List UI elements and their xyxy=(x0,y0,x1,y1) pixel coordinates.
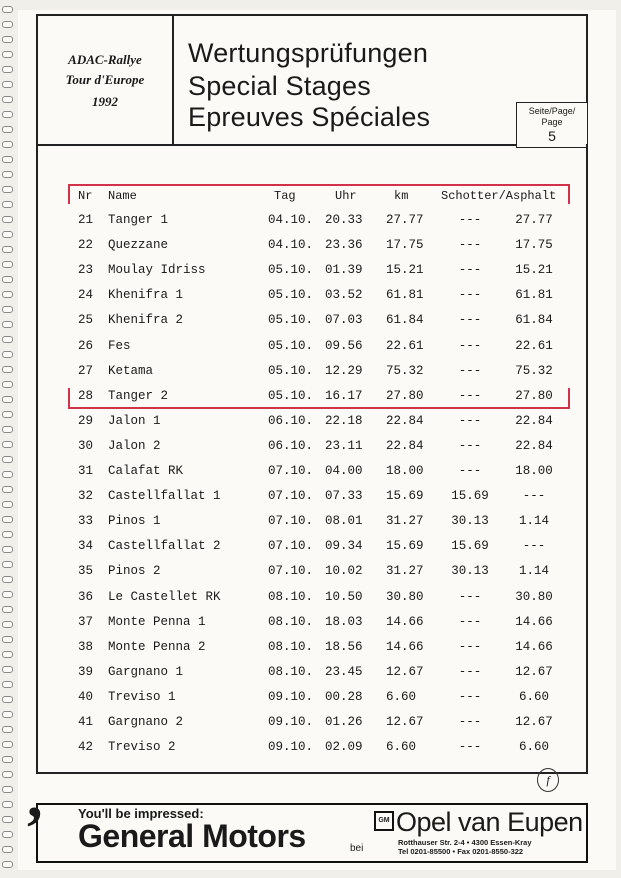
col-header-name: Name xyxy=(108,189,137,203)
stage-nr: 24 xyxy=(78,288,94,303)
stage-time: 16.17 xyxy=(325,388,363,403)
binding-hole xyxy=(2,156,13,163)
stage-time: 23.45 xyxy=(325,664,363,679)
title-french: Epreuves Spéciales xyxy=(188,102,431,132)
stage-km: 14.66 xyxy=(386,639,424,654)
binding-hole xyxy=(2,861,13,868)
red-marker-left-top xyxy=(68,184,70,204)
stage-name: Castellfallat 2 xyxy=(108,539,221,554)
stage-gravel-km: --- xyxy=(458,614,482,629)
stage-time: 03.52 xyxy=(325,288,363,303)
stage-date: 08.10. xyxy=(268,639,314,654)
stage-name: Tanger 1 xyxy=(108,213,169,227)
stage-km: 14.66 xyxy=(386,614,424,629)
stage-km: 15.69 xyxy=(386,489,424,504)
stage-asphalt-km: 27.77 xyxy=(515,213,553,227)
table-row xyxy=(0,238,621,258)
stage-time: 18.03 xyxy=(325,614,363,629)
binding-hole xyxy=(2,771,13,778)
binding-hole xyxy=(2,846,13,853)
table-row xyxy=(0,690,621,710)
stage-gravel-km: --- xyxy=(458,589,482,604)
stage-date: 04.10. xyxy=(268,238,314,253)
stage-nr: 29 xyxy=(78,413,94,428)
stage-asphalt-km: 30.80 xyxy=(515,589,553,604)
stage-nr: 25 xyxy=(78,313,94,328)
stage-gravel-km: --- xyxy=(458,388,482,403)
stage-km: 6.60 xyxy=(386,740,417,755)
binding-hole xyxy=(2,126,13,133)
stage-asphalt-km: 61.81 xyxy=(515,288,553,303)
stage-gravel-km: --- xyxy=(458,263,482,278)
stage-gravel-km: --- xyxy=(458,213,482,227)
stage-nr: 38 xyxy=(78,639,94,654)
table-row xyxy=(0,715,621,735)
stage-asphalt-km: 1.14 xyxy=(518,564,549,579)
stage-km: 15.69 xyxy=(386,539,424,554)
stage-gravel-km: --- xyxy=(458,313,482,328)
red-marker-top xyxy=(68,184,570,186)
stage-time: 00.28 xyxy=(325,689,363,704)
binding-hole xyxy=(2,801,13,808)
binding-hole xyxy=(2,186,13,193)
stage-date: 09.10. xyxy=(268,740,314,755)
stage-gravel-km: --- xyxy=(458,464,482,478)
table-row xyxy=(0,615,621,635)
stage-asphalt-km: --- xyxy=(522,539,546,554)
stage-gravel-km: --- xyxy=(458,639,482,654)
stage-km: 27.80 xyxy=(386,388,424,403)
table-row xyxy=(0,339,621,359)
stage-date: 09.10. xyxy=(268,689,314,704)
stage-time: 01.39 xyxy=(325,263,363,278)
table-row xyxy=(0,414,621,434)
binding-hole xyxy=(2,81,13,88)
stage-name: Treviso 1 xyxy=(108,689,176,704)
stage-name: Calafat RK xyxy=(108,464,184,478)
stage-gravel-km: --- xyxy=(458,689,482,704)
stage-gravel-km: --- xyxy=(458,413,482,428)
footer-advertisement xyxy=(24,795,588,863)
ad-dealer-name: Opel van Eupen xyxy=(396,807,583,837)
stage-asphalt-km: 18.00 xyxy=(515,464,553,478)
stage-name: Monte Penna 2 xyxy=(108,639,206,654)
stage-name: Jalon 1 xyxy=(108,413,161,428)
stage-time: 04.00 xyxy=(325,464,363,478)
rally-name-line2: Tour d'Europe xyxy=(65,72,145,87)
stage-asphalt-km: 27.80 xyxy=(515,388,553,403)
stage-asphalt-km: 6.60 xyxy=(518,689,549,704)
stage-nr: 39 xyxy=(78,664,94,679)
stage-km: 17.75 xyxy=(386,238,424,253)
stage-nr: 37 xyxy=(78,614,94,629)
title-german: Wertungsprüfungen xyxy=(188,38,429,68)
ad-tagline: You'll be impressed: xyxy=(78,806,204,821)
table-row xyxy=(0,740,621,760)
table-row xyxy=(0,640,621,660)
stage-asphalt-km: 12.67 xyxy=(515,664,553,679)
stage-time: 18.56 xyxy=(325,639,363,654)
stage-name: Moulay Idriss xyxy=(108,263,206,278)
stage-km: 75.32 xyxy=(386,363,424,378)
document-header xyxy=(36,14,588,146)
stage-nr: 28 xyxy=(78,388,94,403)
col-header-surface: Schotter/Asphalt xyxy=(441,189,557,203)
stage-asphalt-km: 17.75 xyxy=(515,238,553,253)
handwritten-mark: f xyxy=(537,768,559,792)
binding-hole xyxy=(2,786,13,793)
stage-asphalt-km: --- xyxy=(522,489,546,504)
stage-nr: 32 xyxy=(78,489,94,504)
stage-km: 61.84 xyxy=(386,313,424,328)
stage-name: Treviso 2 xyxy=(108,740,176,755)
stage-date: 05.10. xyxy=(268,388,314,403)
stage-name: Gargnano 1 xyxy=(108,664,184,679)
stage-nr: 23 xyxy=(78,263,94,278)
col-header-tag: Tag xyxy=(274,189,296,203)
stage-gravel-km: --- xyxy=(458,288,482,303)
stage-time: 10.02 xyxy=(325,564,363,579)
stage-date: 04.10. xyxy=(268,213,314,227)
stage-nr: 41 xyxy=(78,715,94,729)
table-row xyxy=(0,514,621,534)
stage-name: Ketama xyxy=(108,363,154,378)
stage-nr: 30 xyxy=(78,438,94,453)
ad-bei: bei xyxy=(350,843,364,854)
binding-hole xyxy=(2,111,13,118)
binding-hole xyxy=(2,6,13,13)
ad-address-line: Rotthauser Str. 2-4 • 4300 Essen-Kray xyxy=(398,838,532,847)
stage-nr: 42 xyxy=(78,740,94,755)
stage-name: Jalon 2 xyxy=(108,438,161,453)
col-header-km: km xyxy=(394,189,409,203)
ad-phone-line: Tel 0201-85500 • Fax 0201-8550-322 xyxy=(398,847,524,856)
stage-time: 07.03 xyxy=(325,313,363,328)
stage-asphalt-km: 1.14 xyxy=(518,514,549,529)
title-english: Special Stages xyxy=(188,71,371,101)
stage-date: 05.10. xyxy=(268,363,314,378)
stage-km: 18.00 xyxy=(386,464,424,478)
stage-nr: 31 xyxy=(78,464,94,478)
stage-km: 61.81 xyxy=(386,288,424,303)
binding-hole xyxy=(2,21,13,28)
binding-hole xyxy=(2,51,13,58)
stage-name: Gargnano 2 xyxy=(108,715,184,729)
stage-gravel-km: --- xyxy=(458,238,482,253)
table-row xyxy=(0,389,621,409)
binding-hole xyxy=(2,141,13,148)
stage-date: 06.10. xyxy=(268,413,314,428)
stage-time: 08.01 xyxy=(325,514,363,529)
stage-date: 07.10. xyxy=(268,539,314,554)
stage-name: Fes xyxy=(108,338,131,353)
table-row xyxy=(0,213,621,233)
stage-date: 05.10. xyxy=(268,288,314,303)
stage-date: 07.10. xyxy=(268,514,314,529)
stage-name: Tanger 2 xyxy=(108,388,169,403)
stage-name: Khenifra 2 xyxy=(108,313,184,328)
stage-time: 02.09 xyxy=(325,740,363,755)
stage-gravel-km: --- xyxy=(458,740,482,755)
stage-date: 06.10. xyxy=(268,438,314,453)
stage-gravel-km: --- xyxy=(458,338,482,353)
page-number-box xyxy=(516,102,588,148)
stage-gravel-km: --- xyxy=(458,363,482,378)
stage-date: 08.10. xyxy=(268,664,314,679)
col-header-nr: Nr xyxy=(78,189,93,203)
stage-date: 05.10. xyxy=(268,338,314,353)
stage-gravel-km: 15.69 xyxy=(451,539,489,554)
stage-nr: 22 xyxy=(78,238,94,253)
table-row xyxy=(0,464,621,484)
stage-nr: 34 xyxy=(78,539,94,554)
stage-date: 05.10. xyxy=(268,263,314,278)
stage-nr: 35 xyxy=(78,564,94,579)
stage-gravel-km: 30.13 xyxy=(451,514,489,529)
stage-asphalt-km: 15.21 xyxy=(515,263,553,278)
stage-time: 09.56 xyxy=(325,338,363,353)
stage-asphalt-km: 14.66 xyxy=(515,614,553,629)
stage-gravel-km: 15.69 xyxy=(451,489,489,504)
stage-km: 12.67 xyxy=(386,715,424,729)
stage-asphalt-km: 14.66 xyxy=(515,639,553,654)
stage-time: 09.34 xyxy=(325,539,363,554)
binding-hole xyxy=(2,36,13,43)
stage-time: 20.33 xyxy=(325,213,363,227)
ad-brand: General Motors xyxy=(78,818,306,854)
stage-asphalt-km: 22.84 xyxy=(515,438,553,453)
binding-hole xyxy=(2,816,13,823)
binding-hole xyxy=(2,96,13,103)
quote-mark-icon: ’ xyxy=(24,795,45,863)
stage-asphalt-km: 6.60 xyxy=(518,740,549,755)
stage-km: 27.77 xyxy=(386,213,424,227)
stage-nr: 36 xyxy=(78,589,94,604)
stage-km: 15.21 xyxy=(386,263,424,278)
stage-date: 07.10. xyxy=(268,489,314,504)
stage-name: Pinos 1 xyxy=(108,514,161,529)
binding-hole xyxy=(2,831,13,838)
stage-name: Quezzane xyxy=(108,238,169,253)
stage-nr: 40 xyxy=(78,689,94,704)
stage-asphalt-km: 22.84 xyxy=(515,413,553,428)
table-row xyxy=(0,539,621,559)
stage-time: 12.29 xyxy=(325,363,363,378)
stage-date: 08.10. xyxy=(268,614,314,629)
stage-date: 08.10. xyxy=(268,589,314,604)
table-row xyxy=(0,313,621,333)
binding-hole xyxy=(2,66,13,73)
table-row xyxy=(0,288,621,308)
table-row xyxy=(0,590,621,610)
stage-km: 31.27 xyxy=(386,514,424,529)
page-label: Seite/Page/ Page xyxy=(528,106,576,127)
table-row xyxy=(0,564,621,584)
stage-name: Monte Penna 1 xyxy=(108,614,206,629)
stage-gravel-km: 30.13 xyxy=(451,564,489,579)
stage-date: 05.10. xyxy=(268,313,314,328)
stage-gravel-km: --- xyxy=(458,438,482,453)
stage-date: 07.10. xyxy=(268,464,314,478)
stage-asphalt-km: 61.84 xyxy=(515,313,553,328)
stage-time: 23.11 xyxy=(325,438,363,453)
stage-time: 23.36 xyxy=(325,238,363,253)
stage-nr: 26 xyxy=(78,338,94,353)
stage-km: 12.67 xyxy=(386,664,424,679)
table-row xyxy=(0,489,621,509)
stage-time: 10.50 xyxy=(325,589,363,604)
ad-dealer-address xyxy=(398,838,532,856)
stage-name: Castellfallat 1 xyxy=(108,489,221,504)
stage-date: 09.10. xyxy=(268,715,314,729)
stage-nr: 27 xyxy=(78,363,94,378)
col-header-uhr: Uhr xyxy=(335,189,357,203)
stage-time: 01.26 xyxy=(325,715,363,729)
gm-logo-icon: GM xyxy=(374,811,394,831)
binding-hole xyxy=(2,201,13,208)
table-row xyxy=(0,263,621,283)
stage-km: 22.61 xyxy=(386,338,424,353)
stage-km: 22.84 xyxy=(386,413,424,428)
rally-year: 1992 xyxy=(92,94,118,109)
table-row xyxy=(0,364,621,384)
stage-km: 22.84 xyxy=(386,438,424,453)
stage-km: 6.60 xyxy=(386,689,417,704)
stage-asphalt-km: 12.67 xyxy=(515,715,553,729)
page-number: 5 xyxy=(548,128,556,144)
binding-hole xyxy=(2,171,13,178)
stage-name: Pinos 2 xyxy=(108,564,161,579)
stage-asphalt-km: 22.61 xyxy=(515,338,553,353)
stage-gravel-km: --- xyxy=(458,664,482,679)
table-row xyxy=(0,665,621,685)
stage-km: 31.27 xyxy=(386,564,424,579)
red-marker-right-top xyxy=(568,184,570,204)
stage-name: Le Castellet RK xyxy=(108,589,221,604)
stage-time: 07.33 xyxy=(325,489,363,504)
rally-name-line1: ADAC-Rallye xyxy=(68,52,142,67)
stage-date: 07.10. xyxy=(268,564,314,579)
stage-km: 30.80 xyxy=(386,589,424,604)
stage-gravel-km: --- xyxy=(458,715,482,729)
stage-nr: 33 xyxy=(78,514,94,529)
stage-asphalt-km: 75.32 xyxy=(515,363,553,378)
table-row xyxy=(0,439,621,459)
stage-name: Khenifra 1 xyxy=(108,288,184,303)
stage-time: 22.18 xyxy=(325,413,363,428)
stage-nr: 21 xyxy=(78,213,94,227)
rally-name-box xyxy=(38,16,174,144)
